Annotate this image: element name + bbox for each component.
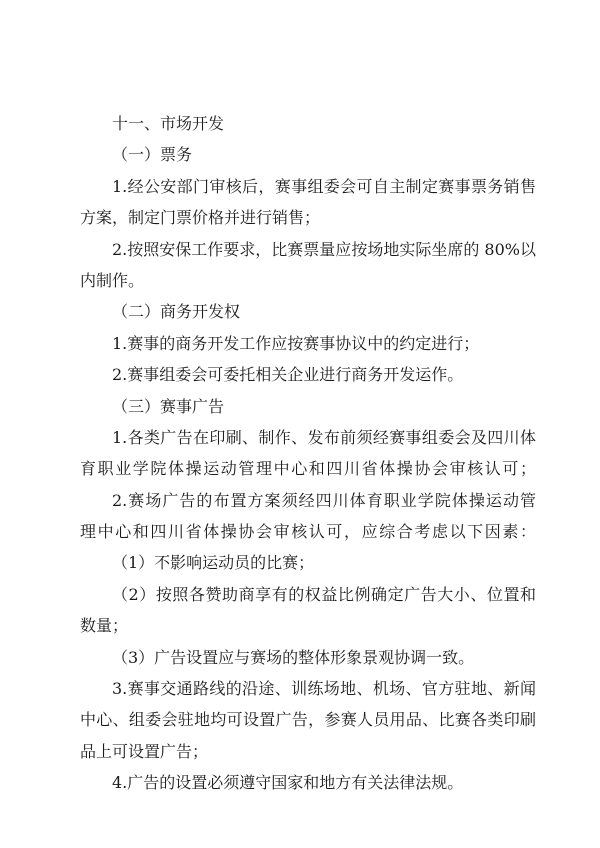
subsection-heading-commercial-rights: （二）商务开发权 bbox=[112, 302, 241, 322]
text-line: 方案，制定门票价格并进行销售； bbox=[80, 208, 321, 228]
section-heading: 十一、市场开发 bbox=[112, 114, 225, 133]
text-line: 3.赛事交通路线的沿途、训练场地、机场、官方驻地、新闻 bbox=[112, 679, 536, 699]
text-line: 2.赛场广告的布置方案须经四川体育职业学院体操运动管 bbox=[112, 490, 536, 510]
text-line: 内制作。 bbox=[80, 270, 145, 290]
text-line: 品上可设置广告； bbox=[80, 741, 209, 761]
text-line: 理中心和四川省体操协会审核认可，应综合考虑以下因素： bbox=[80, 522, 536, 542]
text-line: （2）按照各赞助商享有的权益比例确定广告大小、位置和 bbox=[112, 584, 536, 604]
text-line: 中心、组委会驻地均可设置广告，参赛人员用品、比赛各类印刷 bbox=[80, 710, 536, 730]
text-line: 数量； bbox=[80, 616, 129, 636]
subsection-heading-tickets: （一）票务 bbox=[112, 145, 193, 165]
subsection-heading-advertising: （三）赛事广告 bbox=[112, 396, 225, 416]
text-line: 1.赛事的商务开发工作应按赛事协议中的约定进行； bbox=[112, 333, 480, 353]
text-line: 4.广告的设置必须遵守国家和地方有关法律法规。 bbox=[112, 773, 464, 793]
text-line: 育职业学院体操运动管理中心和四川省体操协会审核认可； bbox=[80, 459, 536, 479]
text-line: （1）不影响运动员的比赛； bbox=[112, 553, 315, 573]
text-line: 2.赛事组委会可委托相关企业进行商务开发运作。 bbox=[112, 365, 464, 385]
text-line: （3）广告设置应与赛场的整体形象景观协调一致。 bbox=[112, 647, 475, 667]
text-line: 1.经公安部门审核后，赛事组委会可自主制定赛事票务销售 bbox=[112, 176, 536, 196]
text-line: 1.各类广告在印刷、制作、发布前须经赛事组委会及四川体 bbox=[112, 427, 536, 447]
text-line: 2.按照安保工作要求，比赛票量应按场地实际坐席的 80%以 bbox=[112, 239, 536, 259]
document-page bbox=[80, 108, 536, 799]
